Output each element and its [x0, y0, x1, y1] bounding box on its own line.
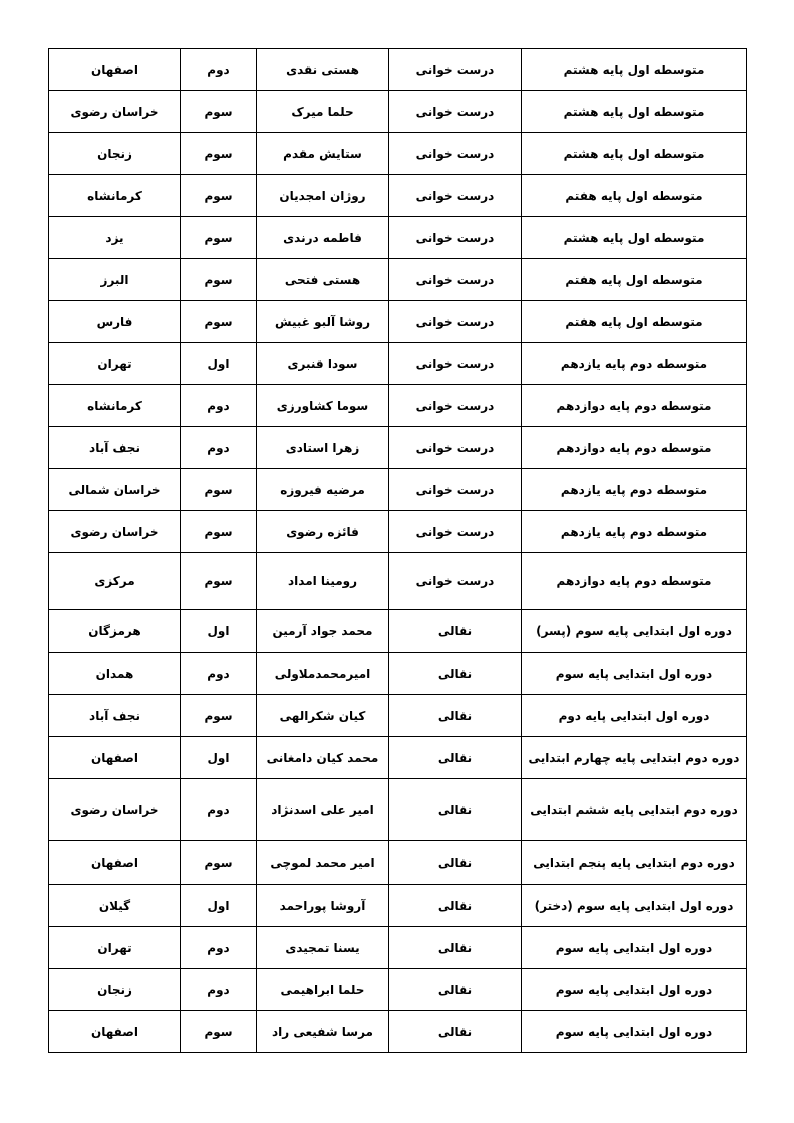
province-cell: خراسان رضوی — [49, 91, 181, 133]
table-row — [49, 217, 747, 259]
grade-cell: متوسطه دوم پایه دوازدهم — [522, 385, 747, 427]
rank-cell: سوم — [181, 175, 257, 217]
grade-cell: متوسطه دوم پایه دوازدهم — [522, 553, 747, 610]
name-cell: فاطمه درندی — [257, 217, 389, 259]
province-cell: گیلان — [49, 885, 181, 927]
rank-cell: دوم — [181, 49, 257, 91]
rank-cell: سوم — [181, 841, 257, 885]
table-row — [49, 49, 747, 91]
table-row — [49, 133, 747, 175]
rank-cell: اول — [181, 610, 257, 653]
province-cell: خراسان رضوی — [49, 779, 181, 841]
name-cell: زهرا استادی — [257, 427, 389, 469]
field-cell: درست خوانی — [389, 217, 522, 259]
table-row — [49, 737, 747, 779]
province-cell: اصفهان — [49, 841, 181, 885]
province-cell: فارس — [49, 301, 181, 343]
name-cell: هستی فتحی — [257, 259, 389, 301]
name-cell: سودا قنبری — [257, 343, 389, 385]
grade-cell: متوسطه اول پایه هشتم — [522, 217, 747, 259]
table-row — [49, 695, 747, 737]
rank-cell: سوم — [181, 1011, 257, 1053]
rank-cell: اول — [181, 737, 257, 779]
grade-cell: متوسطه اول پایه هشتم — [522, 49, 747, 91]
name-cell: امیر محمد لموچی — [257, 841, 389, 885]
field-cell: درست خوانی — [389, 427, 522, 469]
results-table-body — [49, 49, 747, 1053]
province-cell: تهران — [49, 927, 181, 969]
name-cell: مرسا شفیعی راد — [257, 1011, 389, 1053]
table-row — [49, 385, 747, 427]
rank-cell: سوم — [181, 695, 257, 737]
name-cell: روشا آلبو غبیش — [257, 301, 389, 343]
results-table — [48, 48, 747, 1053]
name-cell: سوما کشاورزی — [257, 385, 389, 427]
field-cell: درست خوانی — [389, 133, 522, 175]
name-cell: یسنا تمجیدی — [257, 927, 389, 969]
province-cell: همدان — [49, 653, 181, 695]
province-cell: کرمانشاه — [49, 385, 181, 427]
grade-cell: دوره اول ابتدایی پایه سوم (دختر) — [522, 885, 747, 927]
province-cell: مرکزی — [49, 553, 181, 610]
province-cell: البرز — [49, 259, 181, 301]
grade-cell: دوره اول ابتدایی پایه سوم — [522, 653, 747, 695]
table-row — [49, 511, 747, 553]
table-row — [49, 841, 747, 885]
rank-cell: دوم — [181, 969, 257, 1011]
grade-cell: متوسطه اول پایه هفتم — [522, 301, 747, 343]
rank-cell: دوم — [181, 427, 257, 469]
grade-cell: متوسطه دوم پایه یازدهم — [522, 343, 747, 385]
rank-cell: سوم — [181, 217, 257, 259]
grade-cell: دوره اول ابتدایی پایه دوم — [522, 695, 747, 737]
field-cell: نقالی — [389, 885, 522, 927]
rank-cell: سوم — [181, 511, 257, 553]
field-cell: درست خوانی — [389, 511, 522, 553]
province-cell: اصفهان — [49, 1011, 181, 1053]
table-row — [49, 469, 747, 511]
field-cell: درست خوانی — [389, 553, 522, 610]
province-cell: نجف آباد — [49, 427, 181, 469]
rank-cell: اول — [181, 885, 257, 927]
table-row — [49, 301, 747, 343]
table-row — [49, 969, 747, 1011]
grade-cell: دوره دوم ابتدایی پایه ششم ابتدایی — [522, 779, 747, 841]
province-cell: خراسان رضوی — [49, 511, 181, 553]
rank-cell: سوم — [181, 91, 257, 133]
province-cell: هرمزگان — [49, 610, 181, 653]
table-row — [49, 885, 747, 927]
table-row — [49, 343, 747, 385]
rank-cell: سوم — [181, 301, 257, 343]
table-row — [49, 1011, 747, 1053]
grade-cell: دوره دوم ابتدایی پایه چهارم ابتدایی — [522, 737, 747, 779]
name-cell: هستی نقدی — [257, 49, 389, 91]
grade-cell: متوسطه دوم پایه دوازدهم — [522, 427, 747, 469]
grade-cell: دوره اول ابتدایی پایه سوم — [522, 969, 747, 1011]
table-row — [49, 91, 747, 133]
table-row — [49, 610, 747, 653]
rank-cell: دوم — [181, 653, 257, 695]
rank-cell: سوم — [181, 553, 257, 610]
field-cell: نقالی — [389, 1011, 522, 1053]
province-cell: یزد — [49, 217, 181, 259]
field-cell: درست خوانی — [389, 469, 522, 511]
table-row — [49, 427, 747, 469]
rank-cell: دوم — [181, 779, 257, 841]
field-cell: درست خوانی — [389, 259, 522, 301]
field-cell: نقالی — [389, 695, 522, 737]
table-row — [49, 175, 747, 217]
rank-cell: دوم — [181, 927, 257, 969]
field-cell: درست خوانی — [389, 343, 522, 385]
grade-cell: دوره اول ابتدایی پایه سوم — [522, 927, 747, 969]
field-cell: درست خوانی — [389, 91, 522, 133]
grade-cell: متوسطه اول پایه هشتم — [522, 91, 747, 133]
grade-cell: دوره اول ابتدایی پایه سوم (پسر) — [522, 610, 747, 653]
province-cell: زنجان — [49, 969, 181, 1011]
rank-cell: سوم — [181, 133, 257, 175]
field-cell: نقالی — [389, 610, 522, 653]
grade-cell: دوره اول ابتدایی پایه سوم — [522, 1011, 747, 1053]
name-cell: حلما ابراهیمی — [257, 969, 389, 1011]
table-row — [49, 653, 747, 695]
name-cell: محمد جواد آرمین — [257, 610, 389, 653]
rank-cell: سوم — [181, 259, 257, 301]
grade-cell: متوسطه دوم پایه یازدهم — [522, 469, 747, 511]
table-row — [49, 553, 747, 610]
province-cell: خراسان شمالی — [49, 469, 181, 511]
name-cell: کیان شکرالهی — [257, 695, 389, 737]
name-cell: فائزه رضوی — [257, 511, 389, 553]
table-row — [49, 927, 747, 969]
table-row — [49, 779, 747, 841]
field-cell: درست خوانی — [389, 49, 522, 91]
name-cell: آروشا پوراحمد — [257, 885, 389, 927]
field-cell: نقالی — [389, 841, 522, 885]
name-cell: محمد کیان دامغانی — [257, 737, 389, 779]
field-cell: نقالی — [389, 653, 522, 695]
grade-cell: متوسطه اول پایه هشتم — [522, 133, 747, 175]
name-cell: مرضیه فیروزه — [257, 469, 389, 511]
field-cell: درست خوانی — [389, 385, 522, 427]
province-cell: کرمانشاه — [49, 175, 181, 217]
grade-cell: متوسطه اول پایه هفتم — [522, 259, 747, 301]
field-cell: نقالی — [389, 969, 522, 1011]
grade-cell: متوسطه دوم پایه یازدهم — [522, 511, 747, 553]
name-cell: رومینا امداد — [257, 553, 389, 610]
rank-cell: اول — [181, 343, 257, 385]
field-cell: درست خوانی — [389, 175, 522, 217]
field-cell: نقالی — [389, 737, 522, 779]
name-cell: امیر علی اسدنژاد — [257, 779, 389, 841]
field-cell: نقالی — [389, 779, 522, 841]
province-cell: تهران — [49, 343, 181, 385]
field-cell: نقالی — [389, 927, 522, 969]
province-cell: زنجان — [49, 133, 181, 175]
province-cell: اصفهان — [49, 737, 181, 779]
name-cell: امیرمحمدملاولی — [257, 653, 389, 695]
grade-cell: متوسطه اول پایه هفتم — [522, 175, 747, 217]
table-row — [49, 259, 747, 301]
province-cell: نجف آباد — [49, 695, 181, 737]
name-cell: ستایش مقدم — [257, 133, 389, 175]
rank-cell: سوم — [181, 469, 257, 511]
rank-cell: دوم — [181, 385, 257, 427]
field-cell: درست خوانی — [389, 301, 522, 343]
province-cell: اصفهان — [49, 49, 181, 91]
name-cell: حلما میرک — [257, 91, 389, 133]
name-cell: روژان امجدیان — [257, 175, 389, 217]
grade-cell: دوره دوم ابتدایی پایه پنجم ابتدایی — [522, 841, 747, 885]
